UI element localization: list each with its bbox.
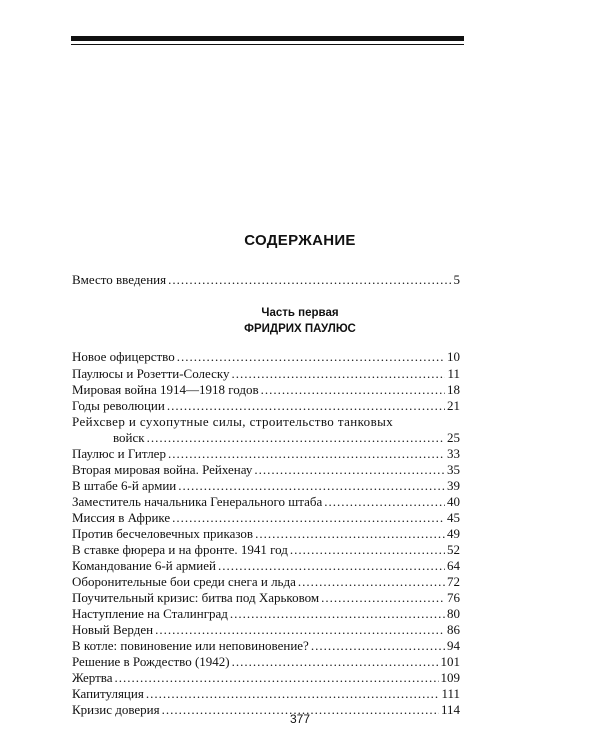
- part-title: ФРИДРИХ ПАУЛЮС: [244, 323, 356, 335]
- toc-leader-dots: [261, 382, 445, 398]
- toc-entry-page: 109: [440, 670, 460, 685]
- toc-leader-dots: [254, 462, 445, 478]
- toc-entry: [72, 510, 460, 526]
- toc-entry-title: Оборонительные бои среди снега и льда: [72, 574, 296, 589]
- toc-entry-page: 21: [447, 398, 460, 413]
- toc-leader-dots: [115, 670, 439, 686]
- toc-entry: [72, 622, 460, 638]
- toc-entry-page: 94: [447, 638, 460, 653]
- toc-entry: [72, 382, 460, 398]
- toc-leader-dots: [146, 686, 440, 702]
- toc-entry: [72, 606, 460, 622]
- toc-entry-page: 49: [447, 526, 460, 541]
- toc-leader-dots: [168, 446, 445, 462]
- toc-entry: [72, 494, 460, 510]
- toc-entry-title: Паулюс и Гитлер: [72, 446, 166, 461]
- toc-entry: [72, 446, 460, 462]
- toc-entry-title: Вместо введения: [72, 272, 167, 287]
- toc-entry-page: 18: [447, 382, 460, 397]
- toc-entry-title: В котле: повиновение или неповиновение?: [72, 638, 309, 653]
- toc-entry: [72, 430, 460, 446]
- toc-entry: [72, 478, 460, 494]
- toc-leader-dots: [168, 272, 451, 288]
- toc-leader-dots: [311, 638, 445, 654]
- header-rule-thin: [71, 44, 464, 45]
- toc-entry-title: Вторая мировая война. Рейхенау: [72, 462, 253, 477]
- toc-entry-page: 86: [447, 622, 460, 637]
- toc-entry-title: Паулюсы и Розетти-Солеску: [72, 366, 230, 381]
- toc-entry-title: Новый Верден: [72, 622, 154, 637]
- toc-entry: [72, 349, 460, 365]
- toc-leader-dots: [147, 430, 445, 446]
- toc-leader-dots: [155, 622, 445, 638]
- toc-leader-dots: [178, 478, 445, 494]
- toc-entry-title: Жертва: [72, 670, 113, 685]
- toc-entry-title: войск: [113, 430, 145, 445]
- toc-entry-title-line1: Рейхсвер и сухопутные силы, строительство танковых: [72, 414, 394, 429]
- toc-entry-page: 5: [453, 272, 460, 287]
- toc-leader-dots: [290, 542, 445, 558]
- toc-leader-dots: [321, 590, 445, 606]
- toc-entry-title: Командование 6-й армией: [72, 558, 216, 573]
- toc-entry-page: 39: [447, 478, 460, 493]
- toc-leader-dots: [298, 574, 445, 590]
- toc-entry-title: Миссия в Африке: [72, 510, 171, 525]
- toc-leader-dots: [232, 366, 446, 382]
- toc-entry-page: 10: [447, 349, 460, 364]
- toc-entry: [72, 686, 460, 702]
- toc-entry: [72, 462, 460, 478]
- toc-entry-page: 40: [447, 494, 460, 509]
- toc-leader-dots: [218, 558, 445, 574]
- toc-entry-title: Мировая война 1914—1918 годов: [72, 382, 259, 397]
- toc-leader-dots: [324, 494, 445, 510]
- toc-entry-page: 64: [447, 558, 460, 573]
- toc-entry-title: Кризис доверия: [72, 702, 160, 717]
- toc-entry-intro: [72, 272, 460, 288]
- toc-entry-page: 52: [447, 542, 460, 557]
- toc-entry: [72, 526, 460, 542]
- toc-entry-page: 114: [440, 702, 460, 717]
- toc-leader-dots: [232, 654, 439, 670]
- page-number: 377: [289, 712, 311, 726]
- toc-leader-dots: [255, 526, 445, 542]
- toc-entry-page: 80: [447, 606, 460, 621]
- toc-entry: [72, 574, 460, 590]
- toc-leader-dots: [230, 606, 445, 622]
- toc-entry: [72, 638, 460, 654]
- toc-entry: [72, 654, 460, 670]
- toc-entry: [72, 670, 460, 686]
- toc-entry-page: 101: [440, 654, 460, 669]
- toc-entry-page: 111: [441, 686, 460, 701]
- toc-leader-dots: [172, 510, 445, 526]
- toc-entry-title: Новое офицерство: [72, 349, 175, 364]
- toc-entry-title: В ставке фюрера и на фронте. 1941 год: [72, 542, 288, 557]
- toc-entry-page: 11: [447, 366, 460, 381]
- toc-entry-page: 45: [447, 510, 460, 525]
- toc-entry-title: Заместитель начальника Генерального штаба: [72, 494, 323, 509]
- toc-entry-page: 25: [447, 430, 460, 445]
- toc-entry-title: Поучительный кризис: битва под Харьковом: [72, 590, 320, 605]
- toc-entry: [72, 542, 460, 558]
- toc-entry: [72, 590, 460, 606]
- toc-entry-page: 76: [447, 590, 460, 605]
- toc-entry: [72, 366, 460, 382]
- toc-entry-title: Против бесчеловечных приказов: [72, 526, 254, 541]
- header-rule-thick: [71, 36, 464, 41]
- toc-entry-page: 72: [447, 574, 460, 589]
- toc-entry-title: Капитуляция: [72, 686, 144, 701]
- toc-entry-page: 33: [447, 446, 460, 461]
- toc-entry-title: В штабе 6-й армии: [72, 478, 177, 493]
- toc-entry: [72, 398, 460, 414]
- toc-entry-title: Годы революции: [72, 398, 165, 413]
- page-title: СОДЕРЖАНИЕ: [244, 232, 356, 249]
- toc-entry-page: 35: [447, 462, 460, 477]
- toc-leader-dots: [167, 398, 445, 414]
- toc-entry: [72, 558, 460, 574]
- toc-entry-title: Наступление на Сталинград: [72, 606, 228, 621]
- part-label: Часть первая: [261, 307, 339, 319]
- toc-leader-dots: [177, 349, 445, 365]
- toc-entry-title: Решение в Рождество (1942): [72, 654, 230, 669]
